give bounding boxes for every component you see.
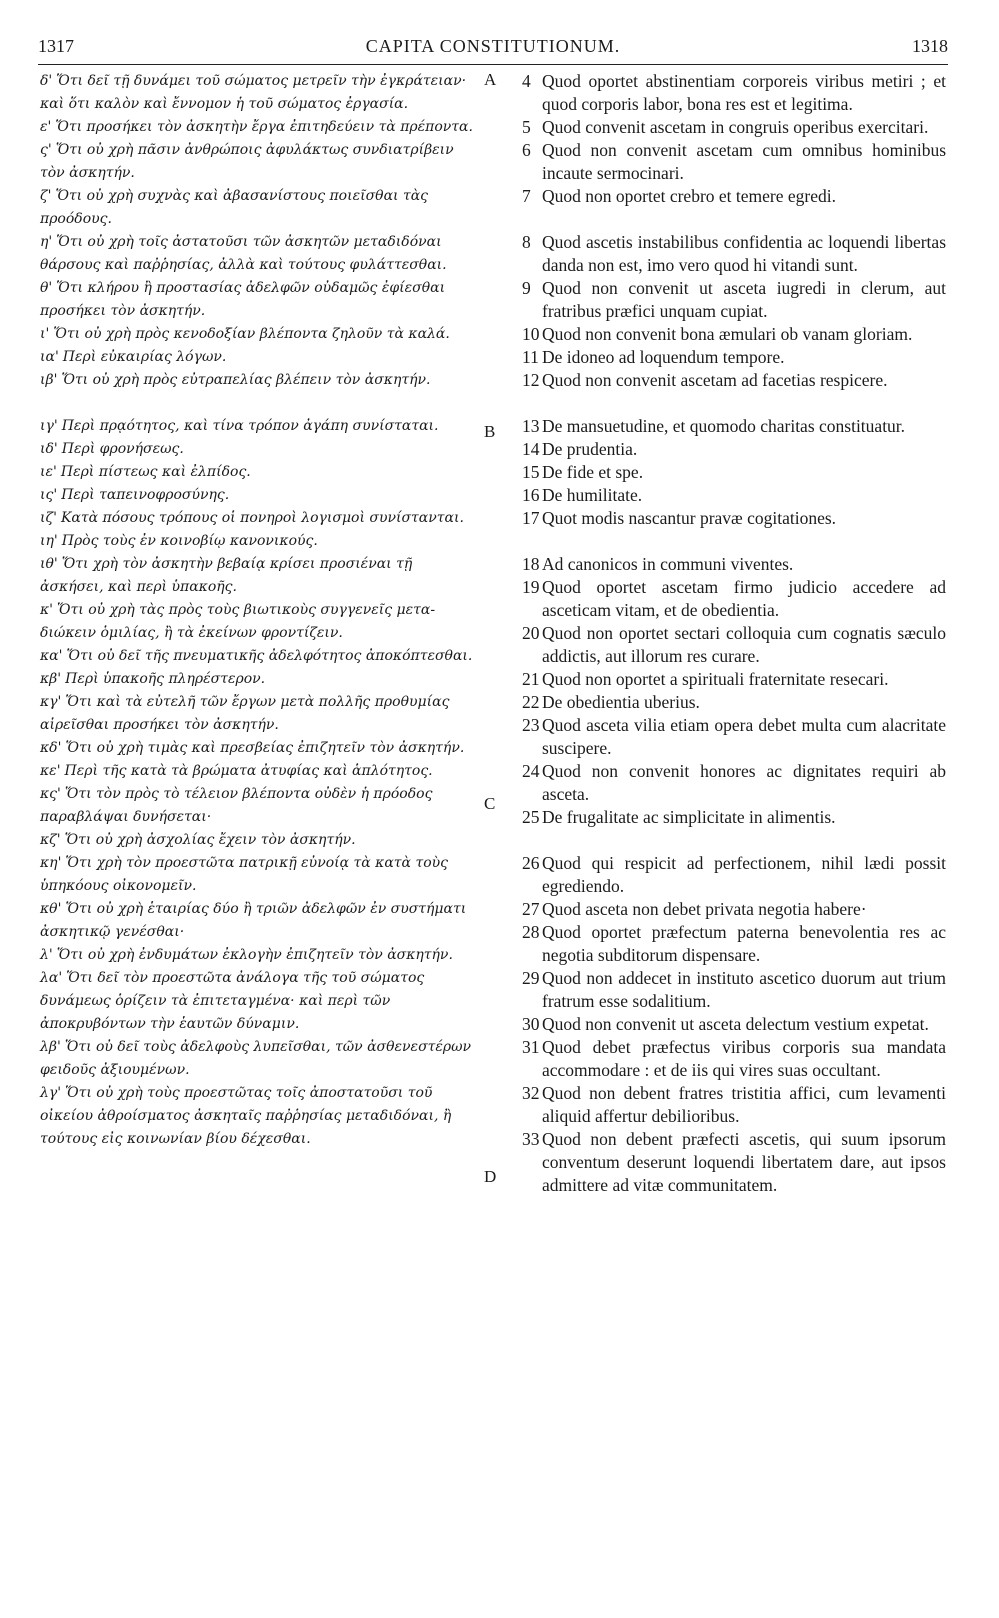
latin-entry: 33 Quod non debent præfecti ascetis, qui suum ipsorum conventum deserunt loquendi libertatem dare, aut ipsos admittere ad vitæ communitatem. <box>522 1129 946 1195</box>
page-header <box>38 36 948 60</box>
latin-entry: 21 Quod non oportet a spirituali fraternitate resecari. <box>522 669 889 689</box>
latin-entry: 8 Quod ascetis instabilibus confidentia ac loquendi libertas danda non est, imo vero quod hi vitandi sunt. <box>522 232 946 275</box>
greek-entry: ια' Περὶ εὐκαιρίας λόγων. <box>40 349 227 365</box>
greek-entry: κγ' Ὅτι καὶ τὰ εὐτελῆ τῶν ἔργων μετὰ πολλῆς προθυμίας αἱρεῖσθαι προσήκει τὸν ἀσκητήν. <box>40 694 450 733</box>
latin-entry: 26 Quod qui respicit ad perfectionem, nihil lædi possit egrediendo. <box>522 853 946 896</box>
latin-entry: 30 Quod non convenit ut asceta delectum vestium expetat. <box>522 1014 929 1034</box>
greek-entry: κζ' Ὅτι οὐ χρὴ ἀσχολίας ἔχειν τὸν ἀσκητήν. <box>40 832 356 848</box>
latin-entry: 7 Quod non oportet crebro et temere egredi. <box>522 186 836 206</box>
greek-entry: θ' Ὅτι κλήρου ἢ προστασίας ἀδελφῶν οὐδαμῶς ἐφίεσθαι προσήκει τὸν ἀσκητήν. <box>40 280 446 319</box>
greek-entry: ιγ' Περὶ πρᾳότητος, καὶ τίνα τρόπον ἀγάπη συνίσταται. <box>40 418 439 434</box>
latin-entry: 15 De fide et spe. <box>522 462 644 482</box>
margin-letter-c: C <box>484 794 496 813</box>
greek-entry: κδ' Ὅτι οὐ χρὴ τιμὰς καὶ πρεσβείας ἐπιζητεῖν τὸν ἀσκητήν. <box>40 740 465 756</box>
margin-letter-d: D <box>484 1167 497 1186</box>
latin-entry: 28 Quod oportet præfectum paterna benevolentia res ac negotia subditorum dispensare. <box>522 922 946 965</box>
greek-entry: κ' Ὅτι οὐ χρὴ τὰς πρὸς τοὺς βιωτικοὺς συγγενεῖς μεταδιώκειν ὁμιλίας, ἢ τὰ ἐκείνων φροντίζειν. <box>40 602 436 641</box>
greek-entry: ε' Ὅτι προσήκει τὸν ἀσκητὴν ἔργα ἐπιτηδεύειν τὰ πρέποντα. <box>40 119 473 135</box>
latin-entry: 16 De humilitate. <box>522 485 643 505</box>
latin-entry: 25 De frugalitate ac simplicitate in alimentis. <box>522 807 836 827</box>
latin-entry: 14 De prudentia. <box>522 439 638 459</box>
greek-entry: ι' Ὅτι οὐ χρὴ πρὸς κενοδοξίαν βλέποντα ζηλοῦν τὰ καλά. <box>40 326 450 342</box>
page-title: CAPITA CONSTITUTIONUM. <box>365 36 621 56</box>
latin-entry: 20 Quod non oportet sectari colloquia cum cognatis sæculo addictis, aut illorum res curare. <box>522 623 946 666</box>
greek-entry: λ' Ὅτι οὐ χρὴ ἐνδυμάτων ἐκλογὴν ἐπιζητεῖν τὸν ἀσκητήν. <box>40 947 453 963</box>
greek-entry: ις' Περὶ ταπεινοφροσύνης. <box>40 487 230 503</box>
latin-entry: 10 Quod non convenit bona æmulari ob vanam gloriam. <box>522 324 913 344</box>
latin-entry: 23 Quod asceta vilia etiam opera debet multa cum alacritate suscipere. <box>522 715 946 758</box>
greek-entry: λγ' Ὅτι οὐ χρὴ τοὺς προεστῶτας τοῖς ἀποστατοῦσι τοῦ οἰκείου ἀθροίσματος ἀσκηταῖς παῤῥησίας μεταδιδόναι, ἢ τούτους εἰς κοινωνίαν βίου δέχεσθαι. <box>40 1085 452 1147</box>
greek-entry: λβ' Ὅτι οὐ δεῖ τοὺς ἀδελφοὺς λυπεῖσθαι, τῶν ἀσθενεστέρων φειδοῦς ἀξιουμένων. <box>40 1039 472 1078</box>
greek-entry: κα' Ὅτι οὐ δεῖ τῆς πνευματικῆς ἀδελφότητος ἀποκόπτεσθαι. <box>40 648 473 664</box>
greek-entry: κβ' Περὶ ὑπακοῆς πληρέστερον. <box>40 671 266 687</box>
latin-entry: 29 Quod non addecet in instituto ascetico duorum aut trium fratrum esse sodalitium. <box>522 968 946 1011</box>
latin-entry: 5 Quod convenit ascetam in congruis operibus exercitari. <box>522 117 929 137</box>
page-number-right: 1318 <box>912 36 948 56</box>
latin-entry: 27 Quod asceta non debet privata negotia habere· <box>522 899 867 919</box>
latin-entry: 11 De idoneo ad loquendum tempore. <box>522 347 785 367</box>
greek-entry: ιζ' Κατὰ πόσους τρόπους οἱ πονηροὶ λογισμοὶ συνίστανται. <box>40 510 464 526</box>
greek-entry: ιβ' Ὅτι οὐ χρὴ πρὸς εὐτραπελίας βλέπειν τὸν ἀσκητήν. <box>40 372 431 388</box>
latin-entry: 13 De mansuetudine, et quomodo charitas constituatur. <box>522 416 906 436</box>
margin-letter-a: A <box>484 70 497 89</box>
latin-entry: 6 Quod non convenit ascetam cum omnibus hominibus incaute sermocinari. <box>522 140 946 183</box>
greek-entry: η' Ὅτι οὐ χρὴ τοῖς ἀστατοῦσι τῶν ἀσκητῶν μεταδιδόναι θάρσους καὶ παῤῥησίας, ἀλλὰ καὶ τούτους φυλάττεσθαι. <box>40 234 447 273</box>
latin-entry: 17 Quot modis nascantur pravæ cogitationes. <box>522 508 837 528</box>
greek-entry: δ' Ὅτι δεῖ τῇ δυνάμει τοῦ σώματος μετρεῖν τὴν ἐγκράτειαν· καὶ ὅτι καλὸν καὶ ἔννομον ἡ τοῦ σώματος ἐργασία. <box>40 73 467 112</box>
margin-letter-b: B <box>484 422 496 441</box>
page-number-left: 1317 <box>38 36 74 56</box>
greek-entry: ζ' Ὅτι οὐ χρὴ συχνὰς καὶ ἀβασανίστους ποιεῖσθαι τὰς προόδους. <box>40 188 429 227</box>
greek-entry: κε' Περὶ τῆς κατὰ τὰ βρώματα ἀτυφίας καὶ ἁπλότητος. <box>40 763 433 779</box>
greek-entry: ιδ' Περὶ φρονήσεως. <box>40 441 184 457</box>
header-rule <box>38 64 948 65</box>
greek-entry: ιη' Πρὸς τοὺς ἐν κοινοβίῳ κανονικούς. <box>40 533 318 549</box>
latin-entry: 19 Quod oportet ascetam firmo judicio accedere ad asceticam vitam, et de obedientia. <box>522 577 946 620</box>
latin-column <box>522 70 946 1197</box>
latin-entry: 18 Ad canonicos in communi viventes. <box>522 554 794 574</box>
greek-entry: λα' Ὅτι δεῖ τὸν προεστῶτα ἀνάλογα τῆς τοῦ σώματος δυνάμεως ὁρίζειν τὰ ἐπιτεταγμένα· καὶ περὶ τῶν ἀποκρυβόντων τὴν ἑαυτῶν δύναμιν. <box>40 970 425 1032</box>
greek-column <box>40 70 480 1151</box>
latin-entry: 31 Quod debet præfectus viribus corporis sua mandata accommodare : et de iis qui vires suas occultant. <box>522 1037 946 1080</box>
latin-entry: 12 Quod non convenit ascetam ad facetias respicere. <box>522 370 888 390</box>
greek-entry: ιθ' Ὅτι χρὴ τὸν ἀσκητὴν βεβαίᾳ κρίσει προσιέναι τῇ ἀσκήσει, καὶ περὶ ὑπακοῆς. <box>40 556 413 595</box>
latin-entry: 24 Quod non convenit honores ac dignitates requiri ab asceta. <box>522 761 946 804</box>
greek-entry: ιε' Περὶ πίστεως καὶ ἐλπίδος. <box>40 464 251 480</box>
greek-entry: κς' Ὅτι τὸν πρὸς τὸ τέλειον βλέποντα οὐδὲν ἡ πρόοδος παραβλάψαι δυνήσεται· <box>40 786 433 825</box>
latin-entry: 22 De obedientia uberius. <box>522 692 700 712</box>
greek-entry: ς' Ὅτι οὐ χρὴ πᾶσιν ἀνθρώποις ἀφυλάκτως συνδιατρίβειν τὸν ἀσκητήν. <box>40 142 454 181</box>
latin-entry: 9 Quod non convenit ut asceta iugredi in clerum, aut fratribus præfici unquam cupiat. <box>522 278 946 321</box>
greek-entry: κη' Ὅτι χρὴ τὸν προεστῶτα πατρικῇ εὐνοίᾳ τὰ κατὰ τοὺς ὑπηκόους οἰκονομεῖν. <box>40 855 448 894</box>
latin-entry: 32 Quod non debent fratres tristitia affici, cum levamenti aliquid affertur debilioribus. <box>522 1083 946 1126</box>
greek-entry: κθ' Ὅτι οὐ χρὴ ἑταιρίας δύο ἢ τριῶν ἀδελφῶν ἐν συστήματι ἀσκητικῷ γενέσθαι· <box>40 901 467 940</box>
latin-entry: 4 Quod oportet abstinentiam corporeis viribus metiri ; et quod corporis labor, bona res est et legitima. <box>522 71 946 114</box>
